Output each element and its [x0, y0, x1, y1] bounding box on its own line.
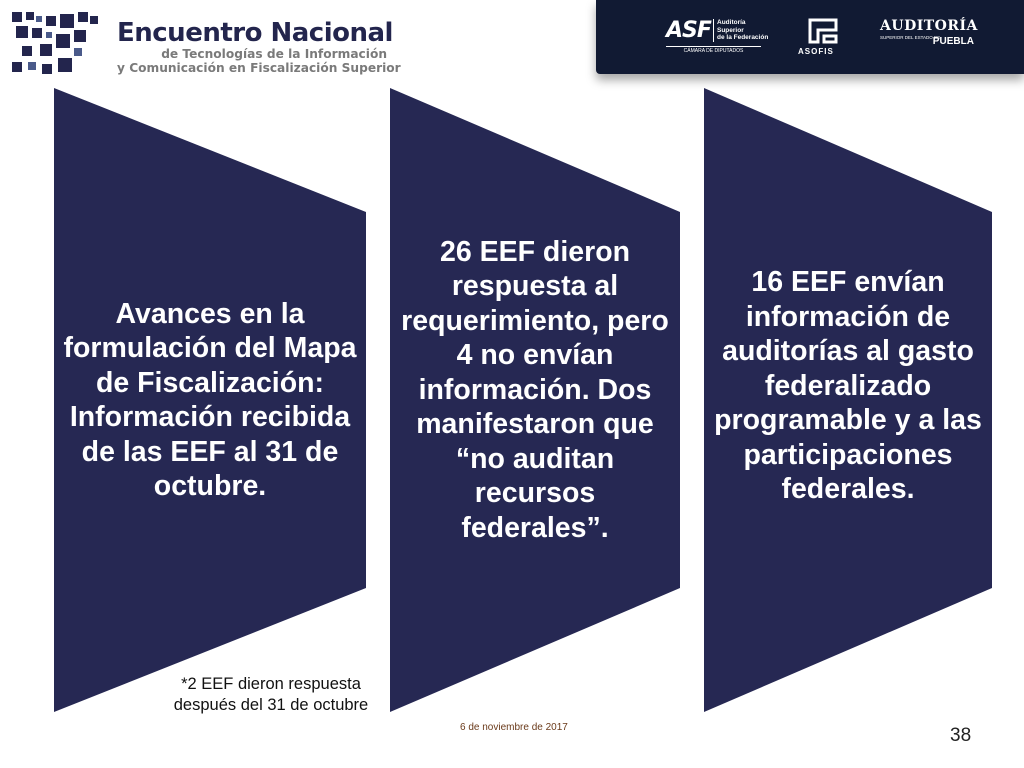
footnote: *2 EEF dieron respuesta después del 31 de octubre [173, 675, 369, 714]
panel-3-text: 16 EEF envían información de auditorías al gasto federalizado programable y a las participaciones federales. [714, 266, 982, 506]
puebla-subtitle: SUPERIOR DEL ESTADO DE [880, 35, 941, 40]
event-title: Encuentro Nacional [117, 18, 393, 48]
info-panel-3 [704, 88, 992, 712]
info-panel-1 [54, 88, 366, 712]
asf-name-line2: Superior [717, 26, 744, 34]
asofis-label: ASOFIS [798, 47, 834, 56]
event-logo [12, 12, 108, 76]
asf-name [713, 19, 777, 42]
puebla-state: PUEBLA [932, 36, 974, 47]
event-subtitle-line2: y Comunicación en Fiscalización Superior [117, 61, 401, 75]
slide-date: 6 de noviembre de 2017 [460, 722, 568, 733]
asf-name-line1: Auditoría [717, 19, 746, 26]
asf-camara: CÁMARA DE DIPUTADOS [666, 46, 761, 54]
event-subtitle-line1: de Tecnologías de la Información [161, 47, 387, 61]
asf-name-line3: de la Federación [717, 34, 769, 41]
puebla-logo [880, 18, 978, 47]
asf-abbr: ASF [666, 18, 711, 43]
panel-1-text: Avances en la formulación del Mapa de Fiscalización: Información recibida de las EEF al 31 de octubre. [63, 297, 357, 502]
page-number: 38 [950, 725, 972, 746]
info-panel-2 [390, 88, 680, 712]
asf-logo [666, 18, 769, 54]
panel-2-text: 26 EEF dieron respuesta al requerimiento, pero 4 no envían información. Dos manifestaron que “no auditan recursos federales”. [401, 235, 669, 544]
asofis-emblem-icon [806, 16, 840, 46]
event-subtitle [117, 47, 401, 75]
puebla-title: AUDITORÍA [880, 18, 978, 34]
